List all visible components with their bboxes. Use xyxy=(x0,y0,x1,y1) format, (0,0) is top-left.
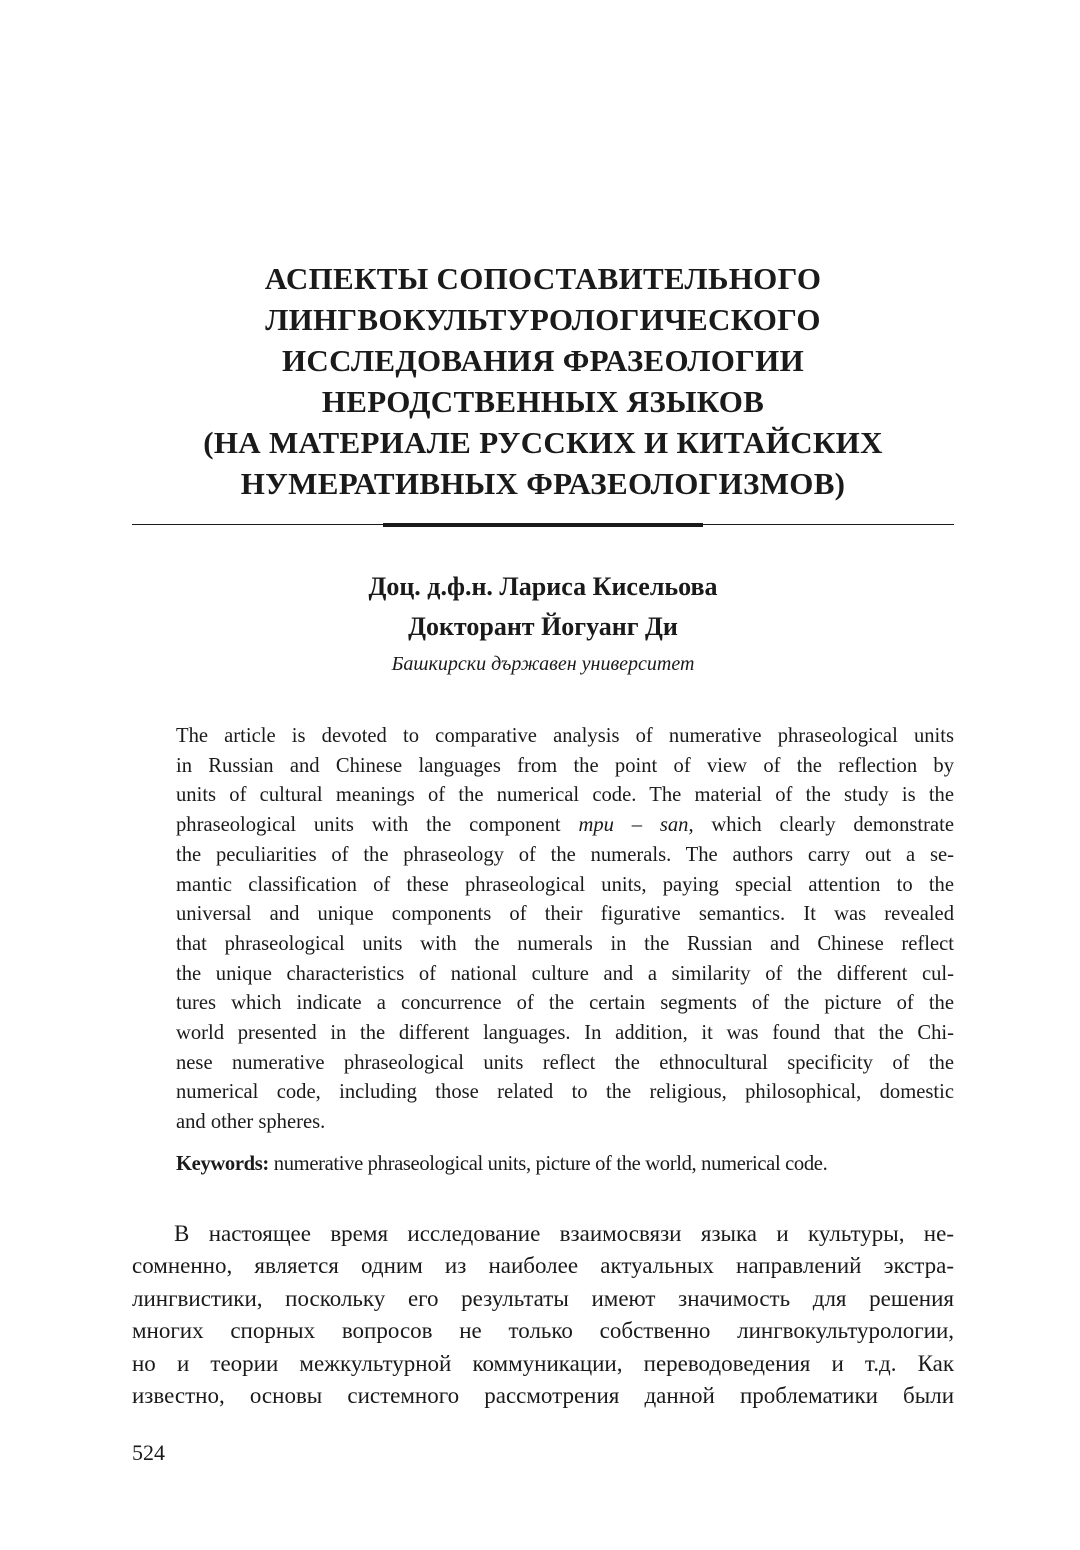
title-line: АСПЕКТЫ СОПОСТАВИТЕЛЬНОГО xyxy=(264,261,822,296)
keywords xyxy=(176,1150,954,1180)
abstract-line: numerical code, including those related to the religious, philosophical, domestic xyxy=(176,1081,954,1104)
title-line: (НА МАТЕРИАЛЕ РУССКИХ И КИТАЙСКИХ xyxy=(203,425,883,460)
body-line: лингвистики, поскольку его результаты имеют значимость для решения xyxy=(132,1285,954,1311)
body-line: но и теории межкультурной коммуникации, переводоведения и т.д. Как xyxy=(132,1350,954,1376)
abstract-line: units of cultural meanings of the numerical code. The material of the study is the xyxy=(176,784,954,807)
body-line: известно, основы системного рассмотрения данной проблематики были xyxy=(132,1383,954,1409)
abstract-line: the unique characteristics of national culture and a similarity of the different cul- xyxy=(176,962,954,985)
abstract-line: the peculiarities of the phraseology of the numerals. The authors carry out a se- xyxy=(176,843,954,866)
title-line: ИССЛЕДОВАНИЯ ФРАЗЕОЛОГИИ xyxy=(282,343,804,378)
abstract xyxy=(176,722,954,1138)
abstract-line: The article is devoted to comparative analysis of numerative phraseological units xyxy=(176,725,954,747)
title-line: ЛИНГВОКУЛЬТУРОЛОГИЧЕСКОГО xyxy=(265,302,821,337)
authors-block xyxy=(132,567,954,681)
abstract-text: , which clearly demonstrate xyxy=(688,814,954,837)
abstract-line: tures which indicate a concurrence of the certain segments of the picture of the xyxy=(176,992,954,1015)
author-name: Доц. д.ф.н. Лариса Кисельова xyxy=(368,572,718,601)
article-title xyxy=(132,258,954,504)
abstract-line: that phraseological units with the numerals in the Russian and Chinese reflect xyxy=(176,932,954,955)
abstract-line: nese numerative phraseological units reflect the ethnocultural specificity of the xyxy=(176,1051,954,1074)
body-line: многих спорных вопросов не только собственно лингвокультурологии, xyxy=(132,1318,954,1344)
keywords-label: Keywords: xyxy=(176,1153,269,1175)
title-line: НУМЕРАТИВНЫХ ФРАЗЕОЛОГИЗМОВ) xyxy=(240,466,846,501)
abstract-line: in Russian and Chinese languages from the point of view of the reflection by xyxy=(176,754,954,777)
body-line: сомненно, является одним из наиболее актуальных направлений экстра- xyxy=(132,1253,954,1279)
author-name: Докторант Йогуанг Ди xyxy=(408,612,678,641)
abstract-text: phraseological units with the component xyxy=(176,814,579,837)
abstract-term: три – san xyxy=(578,814,689,837)
page-number: 524 xyxy=(132,1440,165,1465)
abstract-line: mantic classification of these phraseological units, paying special attention to the xyxy=(176,873,954,896)
title-line: НЕРОДСТВЕННЫХ ЯЗЫКОВ xyxy=(321,384,765,419)
body-line: В настоящее время исследование взаимосвязи языка и культуры, не- xyxy=(174,1221,954,1246)
abstract-line: and other spheres. xyxy=(176,1111,326,1134)
body-paragraph xyxy=(132,1218,954,1412)
author-affiliation: Башкирски държавен университет xyxy=(391,653,695,675)
keywords-text: numerative phraseological units, picture of the world, numerical code. xyxy=(268,1153,828,1175)
title-divider-accent xyxy=(383,523,703,527)
abstract-line: world presented in the different languages. In addition, it was found that the Chi- xyxy=(176,1022,954,1045)
abstract-line xyxy=(176,811,954,841)
abstract-line: universal and unique components of their figurative semantics. It was revealed xyxy=(176,903,954,926)
